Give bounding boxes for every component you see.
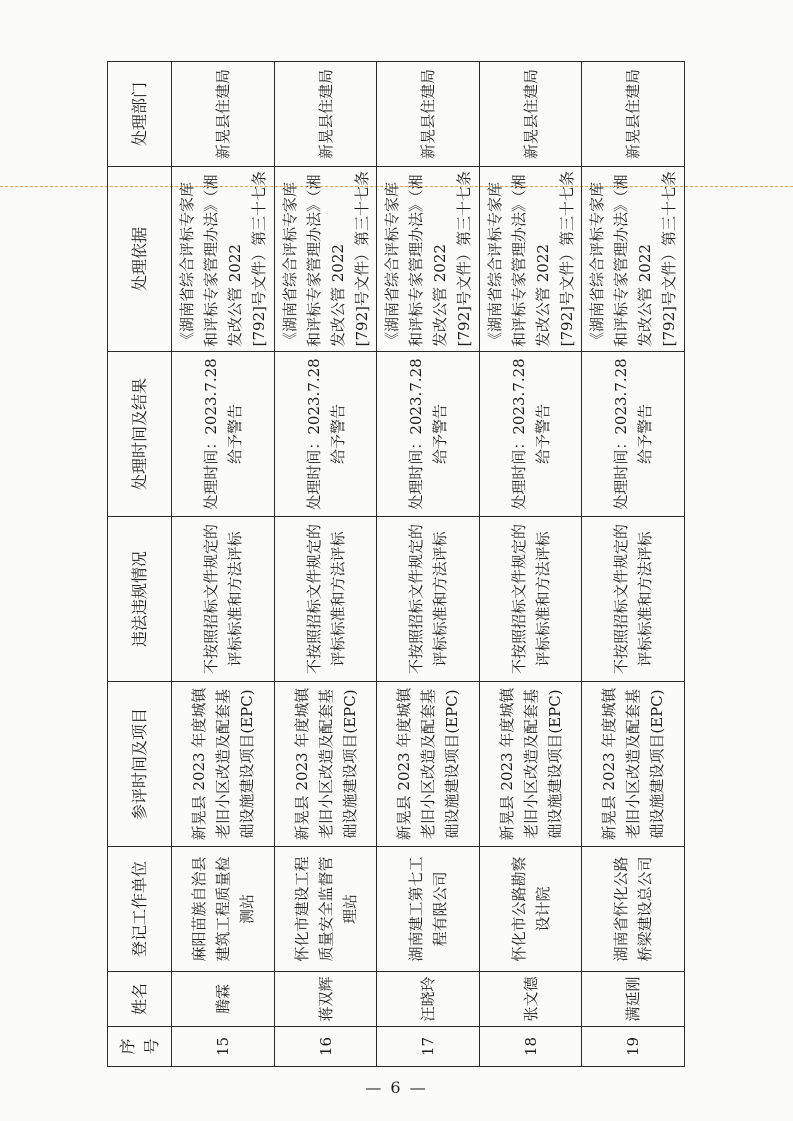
table-row [582,62,685,1067]
cell-no: 19 [582,1027,685,1067]
cell-unit: 怀化市建设工程质量安全监督管理站 [274,847,377,972]
cell-result: 处理时间：2023.7.28 给予警告 [377,352,480,517]
cell-violation: 不按照招标文件规定的评标标准和方法评标 [479,517,582,682]
header-dept: 处理部门 [108,62,172,167]
cell-violation: 不按照招标文件规定的评标标准和方法评标 [172,517,275,682]
cell-dept: 新晃县住建局 [377,62,480,167]
cell-result: 处理时间：2023.7.28 给予警告 [582,352,685,517]
basis-text-1: 《湖南省综合评标专家库和评标专家管理办法》（湘发改公管 2022 [280,174,347,347]
cell-violation: 不按照招标文件规定的评标标准和方法评标 [582,517,685,682]
header-result: 处理时间及结果 [108,352,172,517]
cell-no: 17 [377,1027,480,1067]
cell-name: 腾霖 [172,972,275,1027]
page-number: — 6 — [365,1078,428,1097]
header-no: 序号 [108,1027,172,1067]
cell-unit: 湖南建工第七工程有限公司 [377,847,480,972]
cell-result: 处理时间：2023.7.28 给予警告 [274,352,377,517]
cell-name: 张文德 [479,972,582,1027]
cell-dept: 新晃县住建局 [479,62,582,167]
cell-dept: 新晃县住建局 [172,62,275,167]
cell-name: 汪晓玲 [377,972,480,1027]
cell-unit: 湖南省怀化公路桥梁建设总公司 [582,847,685,972]
cell-project: 新晃县 2023 年度城镇老旧小区改造及配套基础设施建设项目(EPC) [479,682,582,847]
document-page [107,62,793,1057]
cell-project: 新晃县 2023 年度城镇老旧小区改造及配套基础设施建设项目(EPC) [377,682,480,847]
table-row [172,62,275,1067]
cell-basis [479,167,582,352]
cell-no: 15 [172,1027,275,1067]
table-header-row [108,62,172,1067]
table-row [377,62,480,1067]
basis-text-2: [792]号文件）第三十七条 [660,171,679,347]
cell-dept: 新晃县住建局 [582,62,685,167]
cell-name: 蒋双辉 [274,972,377,1027]
cell-project: 新晃县 2023 年度城镇老旧小区改造及配套基础设施建设项目(EPC) [172,682,275,847]
cell-violation: 不按照招标文件规定的评标标准和方法评标 [377,517,480,682]
cell-basis [582,167,685,352]
cell-project: 新晃县 2023 年度城镇老旧小区改造及配套基础设施建设项目(EPC) [274,682,377,847]
table-row [274,62,377,1067]
header-name: 姓名 [108,972,172,1027]
table-row [479,62,582,1067]
header-violation: 违法违规情况 [108,517,172,682]
cell-basis [274,167,377,352]
cell-basis [377,167,480,352]
cell-unit: 麻阳苗族自治县建筑工程质量检测站 [172,847,275,972]
cell-no: 16 [274,1027,377,1067]
basis-text-2: [792]号文件）第三十七条 [352,171,371,347]
header-unit: 登记工作单位 [108,847,172,972]
basis-text-1: 《湖南省综合评标专家库和评标专家管理办法》（湘发改公管 2022 [588,174,655,347]
basis-text-2: [792]号文件）第三十七条 [250,171,269,347]
cell-no: 18 [479,1027,582,1067]
header-basis: 处理依据 [108,167,172,352]
cell-unit: 怀化市公路勘察设计院 [479,847,582,972]
cell-violation: 不按照招标文件规定的评标标准和方法评标 [274,517,377,682]
penalty-table [107,61,685,1067]
cell-name: 满延刚 [582,972,685,1027]
cell-basis [172,167,275,352]
cell-dept: 新晃县住建局 [274,62,377,167]
cell-result: 处理时间：2023.7.28 给予警告 [172,352,275,517]
header-project: 参评时间及项目 [108,682,172,847]
basis-text-2: [792]号文件）第三十七条 [557,171,576,347]
cell-project: 新晃县 2023 年度城镇老旧小区改造及配套基础设施建设项目(EPC) [582,682,685,847]
basis-text-1: 《湖南省综合评标专家库和评标专家管理办法》（湘发改公管 2022 [383,174,450,347]
basis-text-1: 《湖南省综合评标专家库和评标专家管理办法》（湘发改公管 2022 [485,174,552,347]
basis-text-1: 《湖南省综合评标专家库和评标专家管理办法》（湘发改公管 2022 [178,174,245,347]
rotated-table-wrapper [107,62,685,1067]
basis-text-2: [792]号文件）第三十七条 [455,171,474,347]
cell-result: 处理时间：2023.7.28 给予警告 [479,352,582,517]
